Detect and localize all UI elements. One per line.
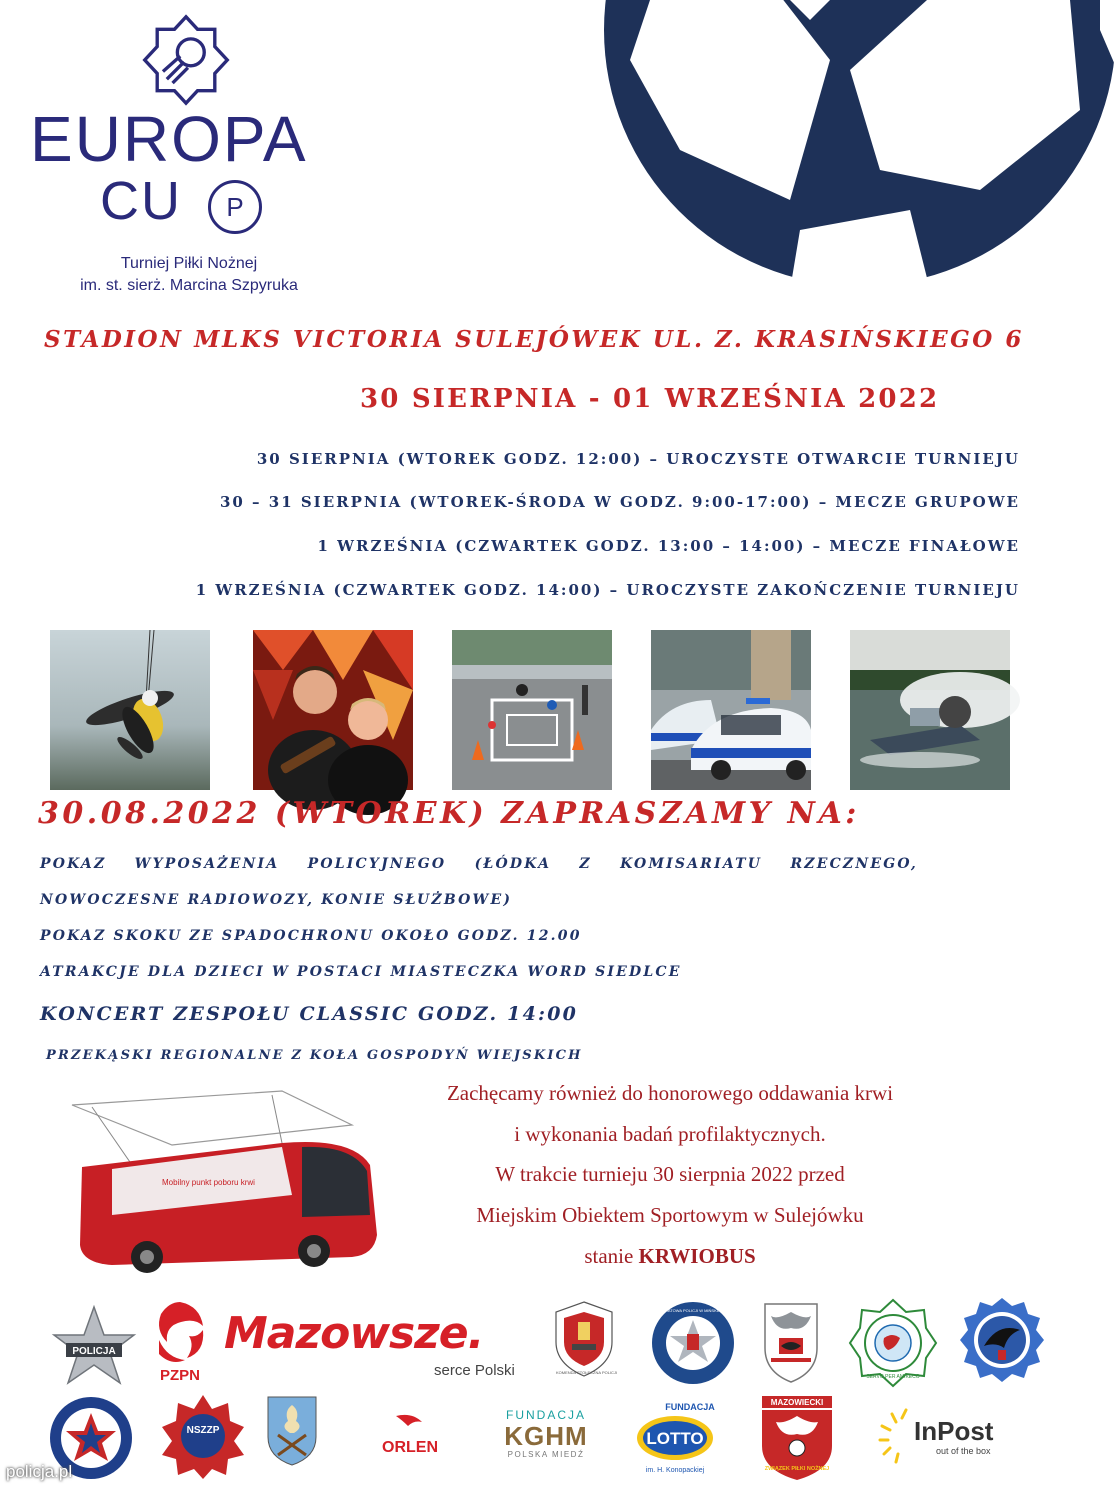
ksp-logo-icon: [548, 1298, 620, 1380]
schedule-item: 30 SIERPNIA (WTOREK GODZ. 12:00) – UROCZYSTE OTWARCIE TURNIEJU: [256, 450, 1020, 468]
policja-logo-icon: [48, 1305, 140, 1397]
ksp-ring-text: KOMENDA STOŁECZNA POLICJI: [556, 1370, 618, 1375]
attraction-line-concert: KONCERT ZESPOŁU CLASSIC GODZ. 14:00: [40, 1003, 579, 1025]
gear-eagle-logo-icon: [958, 1296, 1046, 1384]
source-watermark: policja.pl: [6, 1462, 73, 1481]
logo-cup-p-circle: P: [208, 180, 262, 234]
krwiobus-label: KRWIOBUS: [638, 1244, 756, 1268]
attraction-word: WYPOSAŻENIA: [134, 856, 280, 872]
kghm-line3: POLSKA MIEDŹ: [507, 1450, 585, 1459]
nszzp-logo-icon: [160, 1393, 246, 1479]
blood-text-line: Miejskim Obiektem Sportowym w Sulejówku: [476, 1203, 864, 1227]
inpost-logo: [876, 1402, 1026, 1472]
eagle-badge-logo-icon: [755, 1298, 827, 1386]
lotto-line2: LOTTO: [646, 1429, 704, 1448]
kghm-line1: FUNDACJA: [505, 1408, 586, 1422]
blood-text-line: i wykonania badań profilaktycznych.: [514, 1122, 826, 1146]
blood-text-prefix: stanie: [584, 1244, 639, 1268]
attraction-word: (ŁÓDKA: [474, 856, 552, 872]
attraction-line: [40, 856, 918, 872]
mazowsze-tagline: serce Polski: [434, 1362, 515, 1379]
servo-text: SERVO PER AMIKECO: [866, 1374, 920, 1380]
blood-bus-image: [52, 1085, 382, 1275]
kghm-line2: KGHM: [504, 1421, 588, 1451]
orlen-logo-icon: [378, 1412, 442, 1458]
mzpn-top-label: MAZOWIECKI: [770, 1398, 824, 1407]
hovercraft-photo: [850, 630, 1010, 790]
schedule-item: 30 – 31 SIERPNIA (WTOREK-ŚRODA W GODZ. 9:00-17:00) – MECZE GRUPOWE: [219, 493, 1020, 511]
invitation-heading: 30.08.2022 (WTOREK) ZAPRASZAMY NA:: [38, 796, 860, 831]
blood-text-line: Zachęcamy również do honorowego oddawania krwi: [446, 1081, 894, 1105]
venue-heading: STADION MLKS VICTORIA SULEJÓWEK UL. Z. KRASIŃSKIEGO 6: [44, 326, 1024, 353]
attraction-word: Z: [579, 856, 592, 872]
logo-cup-text: CU: [100, 171, 182, 231]
logo-title: EUROPA: [30, 103, 308, 175]
attraction-line: NOWOCZESNE RADIOWOZY, KONIE SŁUŻBOWE): [40, 892, 513, 908]
fundacja-kghm-logo: [496, 1408, 596, 1459]
mazowsze-logo: [224, 1308, 544, 1379]
kpp-minsk-logo-icon: [636, 1300, 750, 1386]
inpost-tagline: out of the box: [936, 1446, 991, 1456]
inpost-wordmark: InPost: [914, 1416, 994, 1446]
inpost-sun-icon: [876, 1404, 916, 1464]
fundacja-lotto-logo-icon: [632, 1398, 718, 1478]
attraction-line: POKAZ SKOKU ZE SPADOCHRONU OKOŁO GODZ. 12.00: [40, 928, 582, 944]
attraction-word: POLICYJNEGO: [307, 856, 447, 872]
blood-text-line: [370, 1244, 970, 1269]
schedule-item: 1 WRZEŚNIA (CZWARTEK GODZ. 14:00) – UROCZYSTE ZAKOŃCZENIE TURNIEJU: [195, 581, 1020, 599]
policja-label: POLICJA: [72, 1346, 116, 1357]
attraction-line: ATRAKCJE DLA DZIECI W POSTACI MIASTECZKA WORD SIEDLCE: [40, 964, 682, 980]
bus-side-text: Mobilny punkt poboru krwi: [162, 1178, 255, 1187]
servo-per-amikeco-logo-icon: [848, 1298, 938, 1388]
mzpn-bottom-label: ZWIĄZEK PIŁKI NOŻNEJ: [764, 1466, 830, 1472]
sulejowek-coat-of-arms-icon: [264, 1393, 320, 1467]
orlen-label: ORLEN: [382, 1439, 438, 1456]
attraction-word: KOMISARIATU: [620, 856, 763, 872]
blood-text-line: W trakcie turnieju 30 sierpnia 2022 przed: [495, 1162, 845, 1186]
kpp-ring-text: KOMENDA POWIATOWA POLICJI W MIŃSKU MAZOWIECKIM: [636, 1308, 750, 1313]
logo-subtitle-line2: im. st. sierż. Marcina Szpyruka: [80, 277, 298, 294]
attraction-word: RZECZNEGO,: [790, 856, 918, 872]
logo-subtitle-line1: Turniej Piłki Nożnej: [120, 255, 258, 272]
schedule-item: 1 WRZEŚNIA (CZWARTEK GODZ. 13:00 – 14:00) – MECZE FINAŁOWE: [317, 537, 1020, 555]
mazowsze-wordmark: Mazowsze.: [224, 1308, 484, 1359]
nszzp-label: NSZZP: [186, 1425, 220, 1436]
europa-cup-logo-mark-icon: [138, 12, 234, 108]
attraction-word: POKAZ: [40, 856, 107, 872]
attraction-line: PRZEKĄSKI REGIONALNE Z KOŁA GOSPODYŃ WIEJSKICH: [46, 1048, 583, 1063]
dates-heading: 30 SIERPNIA - 01 WRZEŚNIA 2022: [360, 384, 940, 414]
lotto-line3: im. H. Konopackiej: [645, 1467, 705, 1474]
lotto-line1: FUNDACJA: [665, 1402, 715, 1412]
band-photo: [253, 630, 413, 790]
football-icon: [600, 0, 1120, 290]
traffic-town-photo: [452, 630, 612, 790]
pzpn-label: PZPN: [159, 1367, 201, 1384]
pzpn-logo-icon: [145, 1296, 215, 1386]
police-cars-photo: [651, 630, 811, 790]
mzpn-logo-icon: [752, 1394, 842, 1482]
parachute-photo: [50, 630, 210, 790]
